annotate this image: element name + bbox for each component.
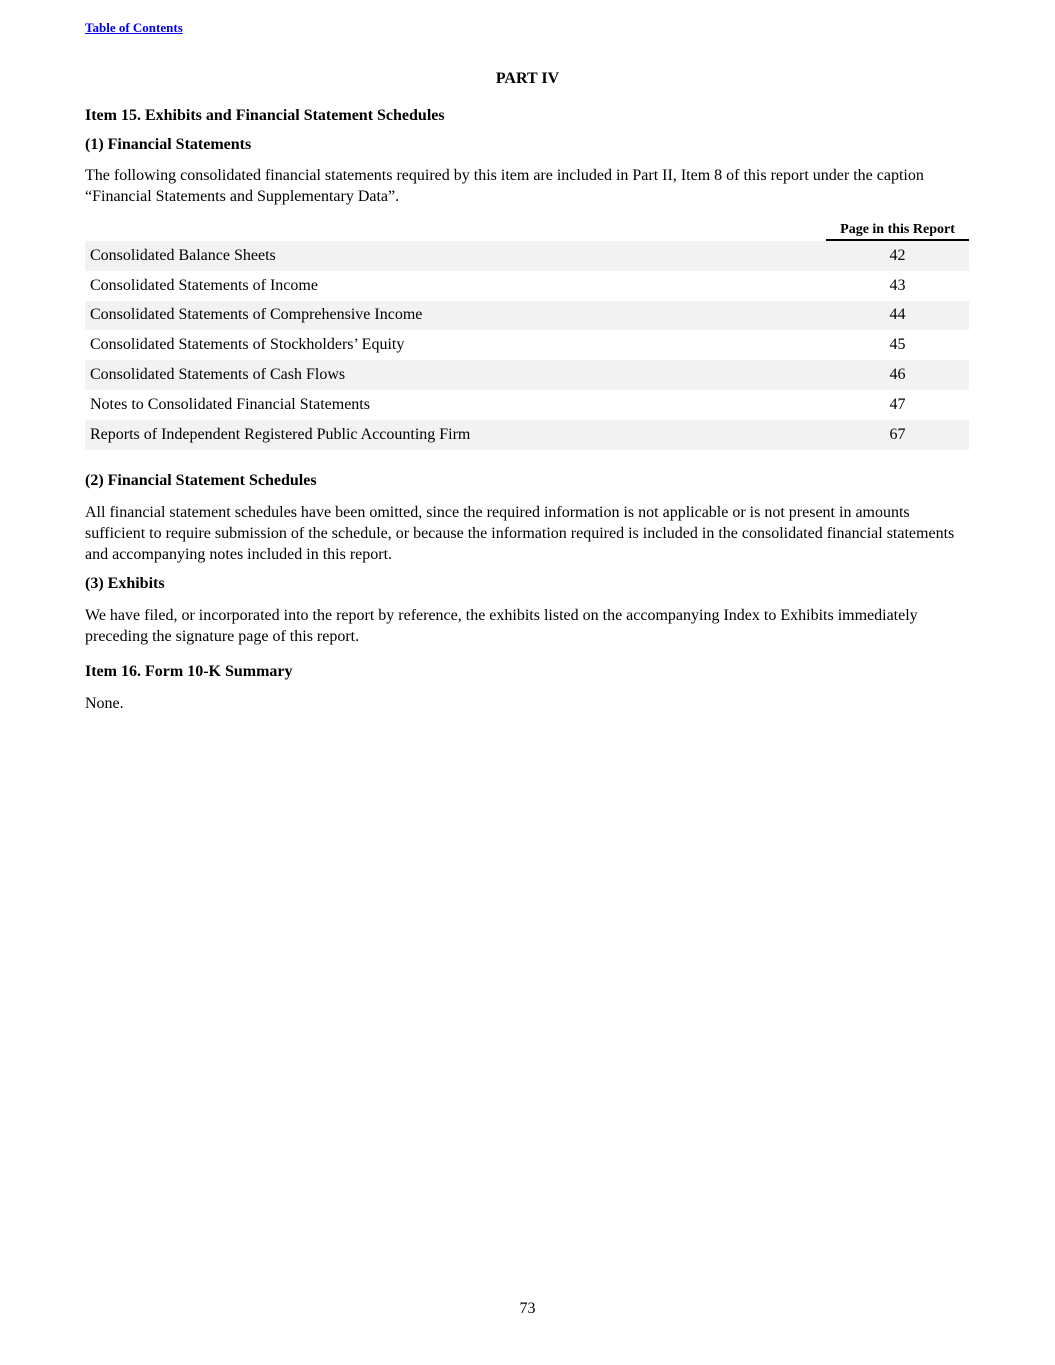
schedules-text: All financial statement schedules have been omitted, since the required information is not applicable or is not present in amounts sufficient to require submission of the schedule, or because the information required is included in the consolidated financial statements and accompanying notes included in this report. (85, 504, 955, 563)
table-row (85, 241, 969, 271)
statement-label: Consolidated Statements of Cash Flows (85, 360, 826, 390)
statement-label: Consolidated Statements of Income (90, 276, 318, 294)
statement-page: 44 (826, 301, 969, 331)
table-row (85, 271, 969, 301)
statement-page: 43 (889, 276, 906, 294)
page-number: 73 (519, 1300, 536, 1317)
table-row (85, 360, 969, 390)
exhibits-text: We have filed, or incorporated into the report by reference, the exhibits listed on the accompanying Index to Exhibits immediately preceding the signature page of this report. (85, 607, 918, 645)
schedules-heading: (2) Financial Statement Schedules (85, 472, 317, 489)
item16-heading: Item 16. Form 10-K Summary (85, 663, 293, 680)
page-column-header: Page in this Report (826, 221, 969, 241)
statement-label: Reports of Independent Registered Public Accounting Firm (85, 420, 826, 450)
statement-page: 47 (889, 395, 906, 413)
item15-heading: Item 15. Exhibits and Financial Statement Schedules (85, 107, 445, 124)
financial-statements-intro: The following consolidated financial statements required by this item are included in Part II, Item 8 of this report under the caption “Financial Statements and Supplementary Data”. (85, 167, 924, 205)
statement-label: Consolidated Balance Sheets (85, 241, 826, 271)
table-row (85, 330, 969, 360)
table-row (85, 420, 969, 450)
part-title: PART IV (495, 70, 560, 87)
exhibits-heading: (3) Exhibits (85, 575, 165, 592)
statement-label: Consolidated Statements of Comprehensive Income (85, 301, 826, 331)
table-of-contents-link[interactable]: Table of Contents (85, 20, 183, 35)
statement-page: 42 (826, 241, 969, 271)
statement-page: 45 (889, 336, 906, 354)
item16-text: None. (85, 695, 124, 712)
statement-page: 46 (826, 360, 969, 390)
statement-label: Consolidated Statements of Stockholders’ Equity (90, 336, 405, 354)
financial-statements-heading: (1) Financial Statements (85, 136, 252, 153)
table-row (85, 301, 969, 331)
statement-page: 67 (826, 420, 969, 450)
financial-statements-table (85, 221, 969, 450)
table-row (85, 390, 969, 420)
statement-label: Notes to Consolidated Financial Statements (90, 395, 370, 413)
